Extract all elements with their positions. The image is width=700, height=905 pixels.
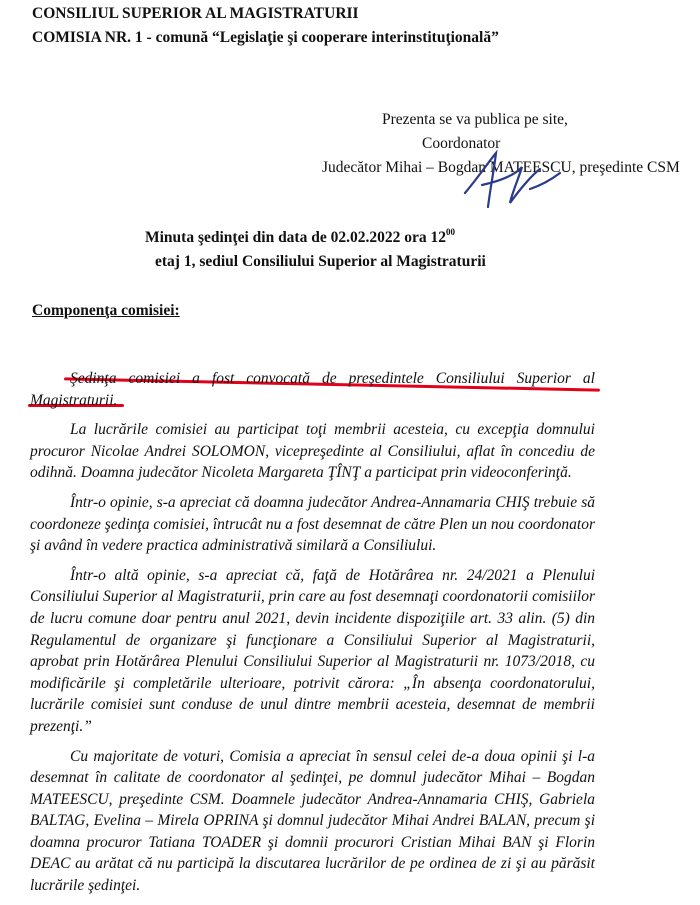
meeting-minutes-title [145, 220, 486, 274]
minutes-hour-superscript: 00 [445, 227, 455, 237]
paragraph: La lucrările comisiei au participat toţi membrii acesteia, cu excepţia domnului procuror Nicolae Andrei SOLOMON, vicepreşedinte al Consiliului, aflat în concediu de odihnă. Doamna judecător Nicoleta Margareta ŢÎNŢ a participat prin videoconferinţă. [30, 421, 595, 482]
minutes-location-line: etaj 1, sediul Consiliului Superior al Magistraturii [155, 253, 486, 270]
publication-note: Prezenta se va publica pe site, [382, 111, 568, 128]
section-title: Componenţa comisiei: [32, 302, 180, 319]
coordinator-name: Judecător Mihai – Bogdan MATEESCU, preşedinte CSM [322, 159, 680, 176]
minutes-body [30, 368, 595, 905]
paragraph: Într-o opinie, s-a apreciat că doamna judecător Andrea-Annamaria CHIŞ trebuie să coordoneze şedinţa comisiei, întrucât nu a fost desemnat de către Plen un nou coordonator şi având în vedere practica administrativă similară a Consiliului. [30, 493, 595, 555]
minutes-date-line: Minuta şedinţei din data de 02.02.2022 ora 12 [145, 229, 446, 246]
paragraph: Şedinţa comisiei a fost convocată de preşedintele Consiliului Superior al Magistraturii. [30, 370, 595, 409]
handwritten-signature [460, 145, 570, 215]
institution-name: CONSILIUL SUPERIOR AL MAGISTRATURII [32, 5, 359, 22]
paragraph: Într-o altă opinie, s-a apreciat că, faţă de Hotărârea nr. 24/2021 a Plenului Consiliului Superior al Magistraturii, prin care au fost desemnaţi coordonatorii comisiilor de lucru comune doar pentru anul 2021, devin incidente dispoziţiile art. 33 alin. (5) din Regulamentul de organizare şi funcţionare a Consiliului Superior al Magistraturii, aprobat prin Hotărârea Plenului Consiliului Superior al Magistraturii nr. 1073/2018, cu modificările şi completările ulterioare, potrivit cărora: „În absenţa coordonatorului, lucrările comisiei sunt conduse de unul dintre membrii acesteia, desemnat de membrii prezenţi.” [30, 566, 595, 735]
commission-name: COMISIA NR. 1 - comună “Legislaţie şi cooperare interinstituţională” [32, 29, 499, 46]
paragraph: Cu majoritate de voturi, Comisia a apreciat în sensul celei de-a doua opinii şi l-a desemnat în calitate de coordonator al şedinţei, pe domnul judecător Mihai – Bogdan MATEESCU, preşedinte CSM. Doamnele judecător Andrea-Annamaria CHIŞ, Gabriela BALTAG, Evelina – Mirela OPRINA şi domnul judecător Mihai Andrei BALAN, precum şi doamna procuror Tatiana TOADER şi domnii procurori Cristian Mihai BAN şi Florin DEAC au arătat că nu participă la discutarea lucrărilor de pe ordinea de zi şi au părăsit lucrările şedinţei. [30, 747, 595, 895]
coordinator-role: Coordonator [422, 135, 501, 152]
document-header [32, 2, 499, 50]
